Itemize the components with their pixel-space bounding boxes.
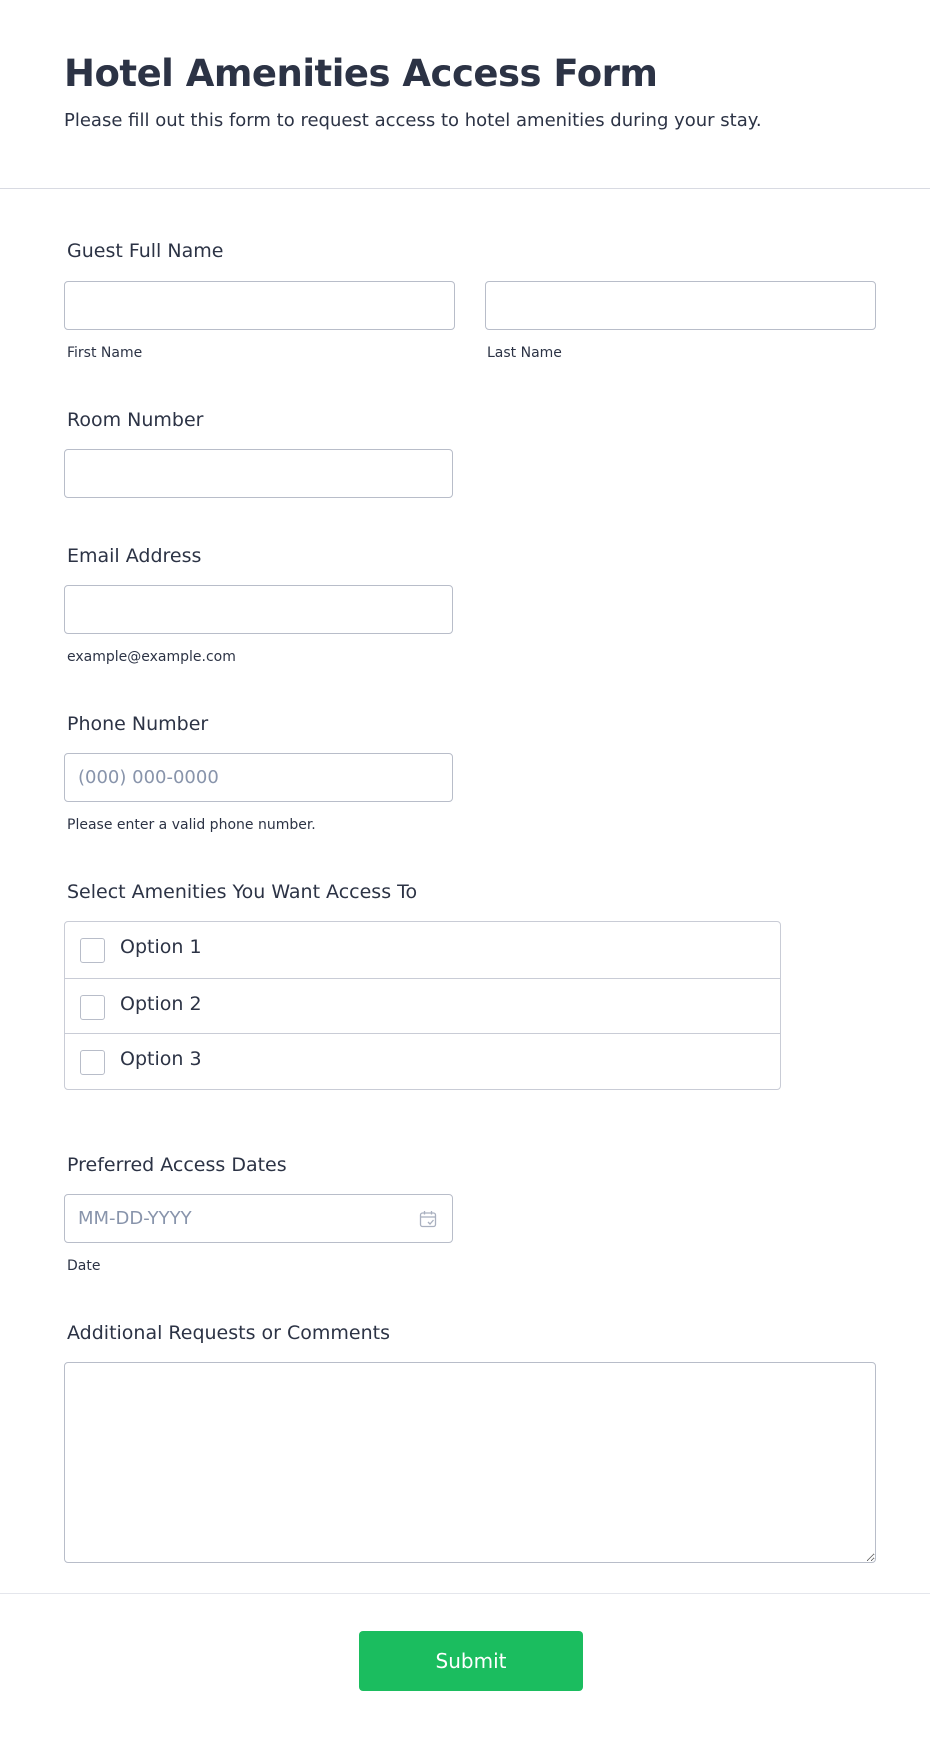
comments-label: Additional Requests or Comments: [67, 1322, 390, 1344]
amenity-option-label: Option 3: [120, 1048, 202, 1070]
form-header: [0, 0, 930, 189]
amenity-option-2[interactable]: [65, 978, 780, 1034]
room-number-input[interactable]: [64, 449, 453, 498]
email-input[interactable]: [64, 585, 453, 634]
last-name-input[interactable]: [485, 281, 876, 330]
amenity-option-3[interactable]: [65, 1033, 780, 1089]
date-sublabel: Date: [67, 1258, 101, 1274]
footer-divider: [0, 1593, 930, 1594]
amenity-option-label: Option 1: [120, 936, 202, 958]
amenity-option-label: Option 2: [120, 993, 202, 1015]
email-sublabel: example@example.com: [67, 649, 236, 665]
amenity-option-1[interactable]: [65, 922, 780, 978]
amenities-label: Select Amenities You Want Access To: [67, 881, 418, 903]
page-title: Hotel Amenities Access Form: [64, 52, 658, 95]
first-name-input[interactable]: [64, 281, 455, 330]
submit-button[interactable]: Submit: [359, 1631, 583, 1691]
page-subtitle: Please fill out this form to request access to hotel amenities during your stay.: [64, 110, 762, 131]
phone-number-input[interactable]: [64, 753, 453, 802]
access-dates-label: Preferred Access Dates: [67, 1154, 287, 1176]
date-input[interactable]: [64, 1194, 453, 1243]
phone-sublabel: Please enter a valid phone number.: [67, 817, 316, 833]
date-picker: [64, 1194, 453, 1243]
comments-textarea[interactable]: [64, 1362, 876, 1563]
checkbox[interactable]: [80, 995, 105, 1020]
first-name-sublabel: First Name: [67, 345, 143, 361]
guest-full-name-label: Guest Full Name: [67, 240, 224, 262]
email-label: Email Address: [67, 545, 202, 567]
room-number-label: Room Number: [67, 409, 204, 431]
last-name-sublabel: Last Name: [487, 345, 562, 361]
amenities-checklist: [64, 921, 781, 1090]
phone-number-label: Phone Number: [67, 713, 209, 735]
calendar-icon[interactable]: [419, 1210, 437, 1228]
checkbox[interactable]: [80, 938, 105, 963]
checkbox[interactable]: [80, 1050, 105, 1075]
